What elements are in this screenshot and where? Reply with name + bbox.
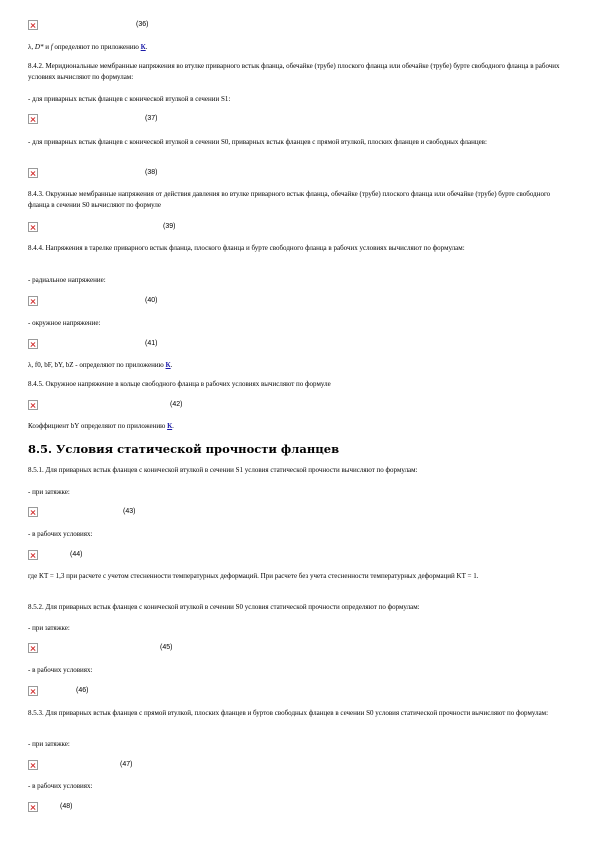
paragraph: 8.4.4. Напряжения в тарелке приварного встык фланца, плоского фланца и бурте свободного фланца в рабочих условиях вычисляют по формулам:	[28, 244, 465, 252]
formula-44	[28, 550, 428, 564]
paragraph: - при затяжке:	[28, 740, 70, 748]
formula-43	[28, 507, 428, 521]
formula-number: (48)	[60, 803, 73, 810]
formula-number: (40)	[145, 297, 158, 304]
broken-image-icon	[28, 222, 38, 232]
appendix-k-link[interactable]: К	[167, 422, 173, 430]
paragraph: - радиальное напряжение:	[28, 276, 106, 284]
formula-number: (43)	[123, 508, 136, 515]
paragraph: - в рабочих условиях:	[28, 782, 93, 790]
paragraph: Коэффициент bY определяют по приложению К.	[28, 422, 174, 430]
paragraph: где KT = 1,3 при расчете с учетом стесненности температурных деформаций. При расчете без учета стесненности температурных деформаций KT = 1.	[28, 572, 479, 580]
formula-number: (46)	[76, 687, 89, 694]
formula-number: (41)	[145, 340, 158, 347]
broken-image-icon	[28, 507, 38, 517]
formula-number: (36)	[136, 21, 149, 28]
formula-number: (37)	[145, 115, 158, 122]
formula-45	[28, 643, 428, 657]
formula-40	[28, 296, 428, 310]
formula-41	[28, 339, 428, 353]
broken-image-icon	[28, 168, 38, 178]
appendix-k-link[interactable]: К	[140, 43, 146, 51]
paragraph: λ, D* и f определяют по приложению К.	[28, 43, 148, 51]
formula-number: (39)	[163, 223, 176, 230]
formula-36	[28, 20, 428, 34]
paragraph: 8.4.2. Меридиональные мембранные напряжения во втулке приварного встык фланца, обечайке (трубе) плоского фланца или обечайке (трубе) бурте свободного фланца в рабочих условиях вычисляют по формулам:	[28, 62, 560, 81]
formula-number: (42)	[170, 401, 183, 408]
paragraph: 8.5.2. Для приварных встык фланцев с конической втулкой в сечении S0 условия статической прочности определяют по формулам:	[28, 603, 420, 611]
paragraph: - окружное напряжение:	[28, 319, 101, 327]
broken-image-icon	[28, 802, 38, 812]
formula-48	[28, 802, 428, 816]
paragraph: - при затяжке:	[28, 488, 70, 496]
broken-image-icon	[28, 114, 38, 124]
appendix-k-link[interactable]: К	[165, 361, 171, 369]
paragraph: 8.4.3. Окружные мембранные напряжения от действия давления во втулке приварного встык фланца, обечайке (трубе) плоского фланца или обечайке (трубе) бурте свободного фланца в сечении S0 вычисляют по формуле	[28, 190, 551, 209]
broken-image-icon	[28, 760, 38, 770]
broken-image-icon	[28, 643, 38, 653]
paragraph: 8.5.1. Для приварных встык фланцев с конической втулкой в сечении S1 условия статической прочности вычисляют по формулам:	[28, 466, 418, 474]
formula-37	[28, 114, 428, 128]
formula-42	[28, 400, 428, 414]
broken-image-icon	[28, 686, 38, 696]
paragraph: λ, f0, bF, bY, bZ - определяют по приложению К.	[28, 361, 173, 369]
section-heading: 8.5. Условия статической прочности фланцев	[28, 442, 340, 456]
formula-46	[28, 686, 428, 700]
formula-39	[28, 222, 428, 236]
paragraph: - в рабочих условиях:	[28, 666, 93, 674]
formula-47	[28, 760, 428, 774]
paragraph: - при затяжке:	[28, 624, 70, 632]
paragraph: 8.5.3. Для приварных встык фланцев с прямой втулкой, плоских фланцев и буртов свободных фланцев в сечении S0 условия статической прочности вычисляют по формулам:	[28, 709, 549, 717]
formula-38	[28, 168, 428, 182]
paragraph: - для приварных встык фланцев с конической втулкой в сечении S0, приварных встык фланцев с прямой втулкой, плоских фланцев и свободных фланцев:	[28, 138, 487, 146]
formula-number: (38)	[145, 169, 158, 176]
formula-number: (45)	[160, 644, 173, 651]
paragraph: - в рабочих условиях:	[28, 530, 93, 538]
formula-number: (44)	[70, 551, 83, 558]
broken-image-icon	[28, 339, 38, 349]
broken-image-icon	[28, 296, 38, 306]
broken-image-icon	[28, 400, 38, 410]
broken-image-icon	[28, 550, 38, 560]
paragraph: - для приварных встык фланцев с конической втулкой в сечении S1:	[28, 95, 231, 103]
broken-image-icon	[28, 20, 38, 30]
formula-number: (47)	[120, 761, 133, 768]
paragraph: 8.4.5. Окружное напряжение в кольце свободного фланца в рабочих условиях вычисляют по формуле	[28, 380, 331, 388]
